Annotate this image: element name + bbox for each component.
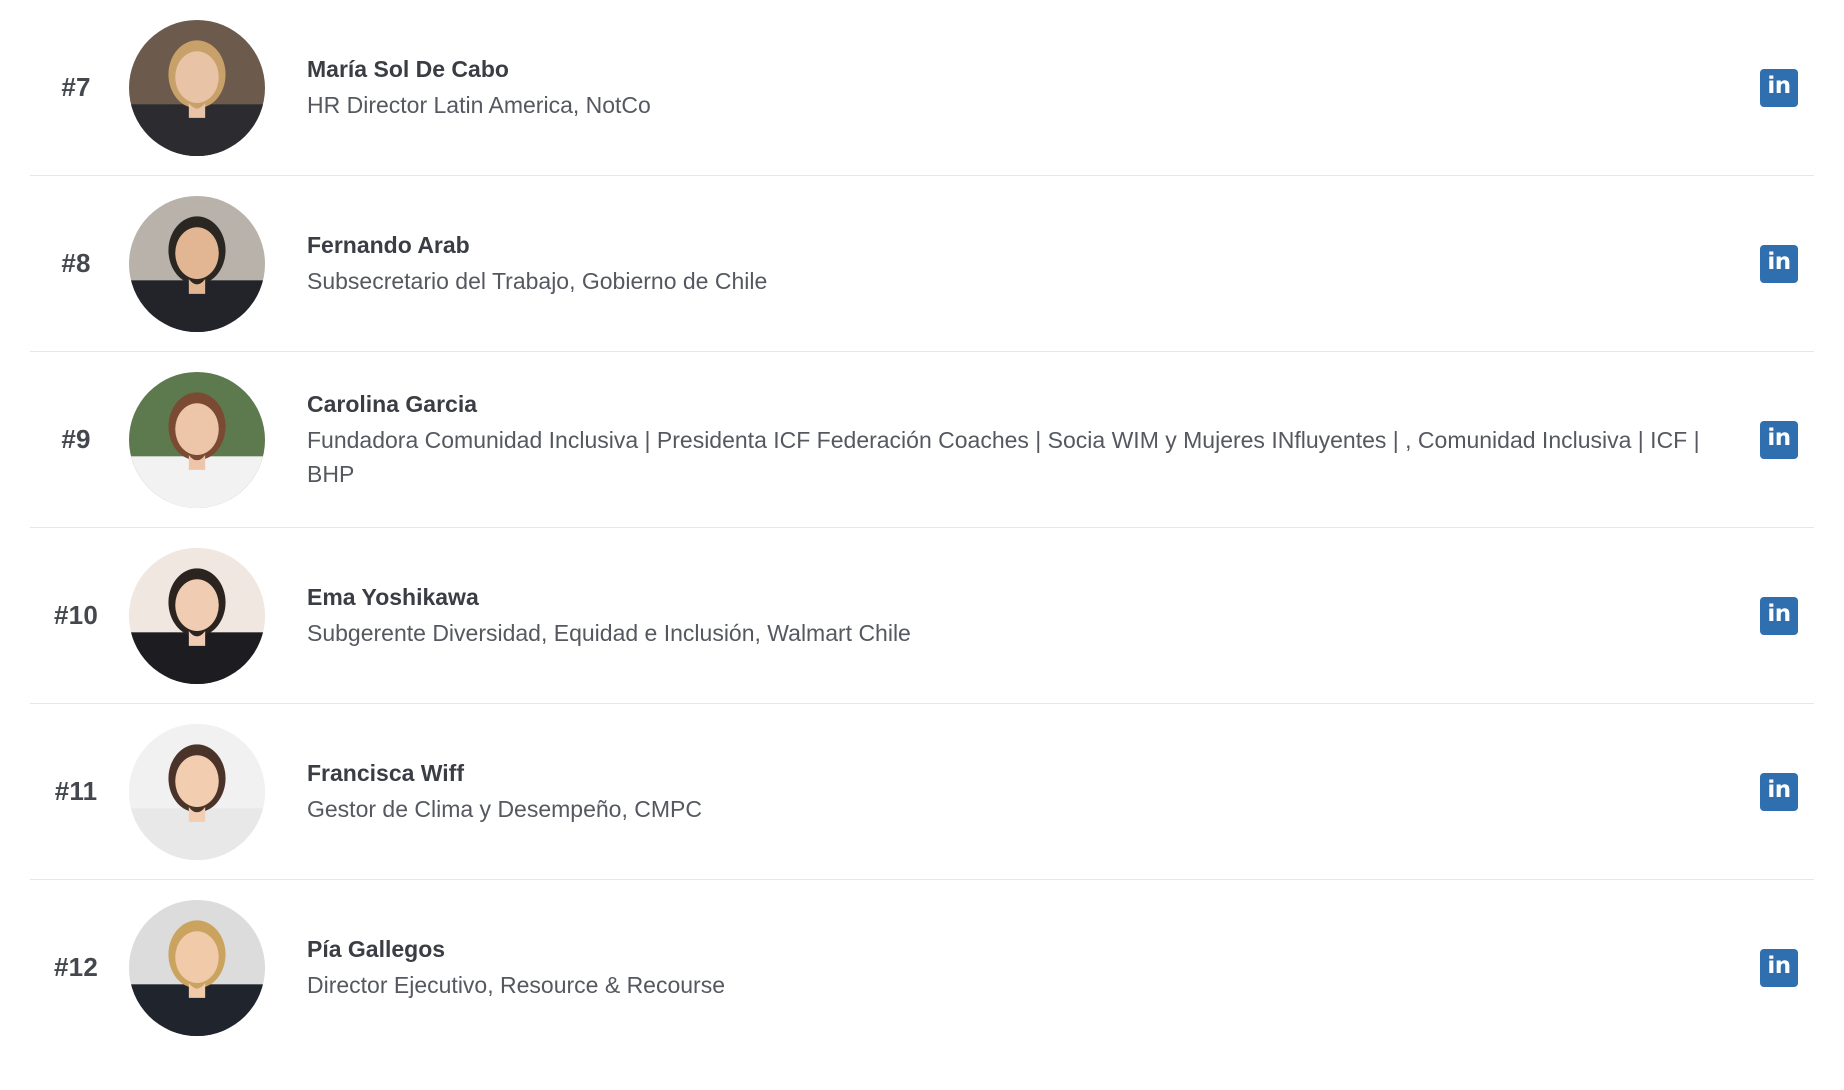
rank-number: #9 (61, 424, 91, 454)
avatar (129, 548, 265, 684)
rank-number: #11 (54, 776, 98, 806)
avatar-container (122, 724, 272, 860)
linkedin-link-container[interactable] (1744, 245, 1814, 283)
ranking-row-8 (30, 176, 1814, 351)
person-title: Director Ejecutivo, Resource & Recourse (307, 972, 725, 999)
avatar-container (122, 196, 272, 332)
avatar (129, 900, 265, 1036)
person-info (272, 581, 1744, 650)
rank-number: #12 (54, 952, 98, 982)
person-title: HR Director Latin America, NotCo (307, 92, 651, 119)
person-name: Pía Gallegos (307, 935, 446, 962)
linkedin-icon[interactable]: in (1760, 597, 1798, 635)
linkedin-link-container[interactable] (1744, 421, 1814, 459)
person-name: Carolina Garcia (307, 390, 478, 417)
rank-number: #7 (61, 72, 91, 102)
avatar (129, 372, 265, 508)
ranking-row-9 (30, 352, 1814, 527)
person-title: Fundadora Comunidad Inclusiva | Presidenta ICF Federación Coaches | Socia WIM y Mujeres INfluyentes | , Comunidad Inclusiva | ICF | BHP (307, 427, 1700, 488)
linkedin-icon[interactable]: in (1760, 773, 1798, 811)
linkedin-link-container[interactable] (1744, 949, 1814, 987)
person-name: Francisca Wiff (307, 759, 465, 786)
person-info (272, 757, 1744, 826)
person-info (272, 933, 1744, 1002)
person-title: Gestor de Clima y Desempeño, CMPC (307, 796, 702, 823)
linkedin-icon[interactable]: in (1760, 69, 1798, 107)
avatar-container (122, 900, 272, 1036)
ranking-row-10 (30, 528, 1814, 703)
rank-number: #8 (61, 248, 91, 278)
person-title: Subgerente Diversidad, Equidad e Inclusión, Walmart Chile (307, 620, 911, 647)
rank-number: #10 (54, 600, 98, 630)
ranking-row-11 (30, 704, 1814, 879)
linkedin-link-container[interactable] (1744, 69, 1814, 107)
avatar (129, 724, 265, 860)
avatar-container (122, 372, 272, 508)
person-name: Ema Yoshikawa (307, 583, 479, 610)
person-info (272, 229, 1744, 298)
linkedin-icon[interactable]: in (1760, 245, 1798, 283)
linkedin-link-container[interactable] (1744, 773, 1814, 811)
person-info (272, 53, 1744, 122)
linkedin-icon[interactable]: in (1760, 421, 1798, 459)
person-info (272, 388, 1744, 491)
person-name: Fernando Arab (307, 231, 470, 258)
ranking-row-12 (30, 880, 1814, 1055)
linkedin-icon[interactable]: in (1760, 949, 1798, 987)
ranking-row-7 (30, 0, 1814, 175)
avatar (129, 196, 265, 332)
person-title: Subsecretario del Trabajo, Gobierno de Chile (307, 268, 768, 295)
avatar-container (122, 20, 272, 156)
avatar-container (122, 548, 272, 684)
person-name: María Sol De Cabo (307, 55, 509, 82)
avatar (129, 20, 265, 156)
linkedin-link-container[interactable] (1744, 597, 1814, 635)
